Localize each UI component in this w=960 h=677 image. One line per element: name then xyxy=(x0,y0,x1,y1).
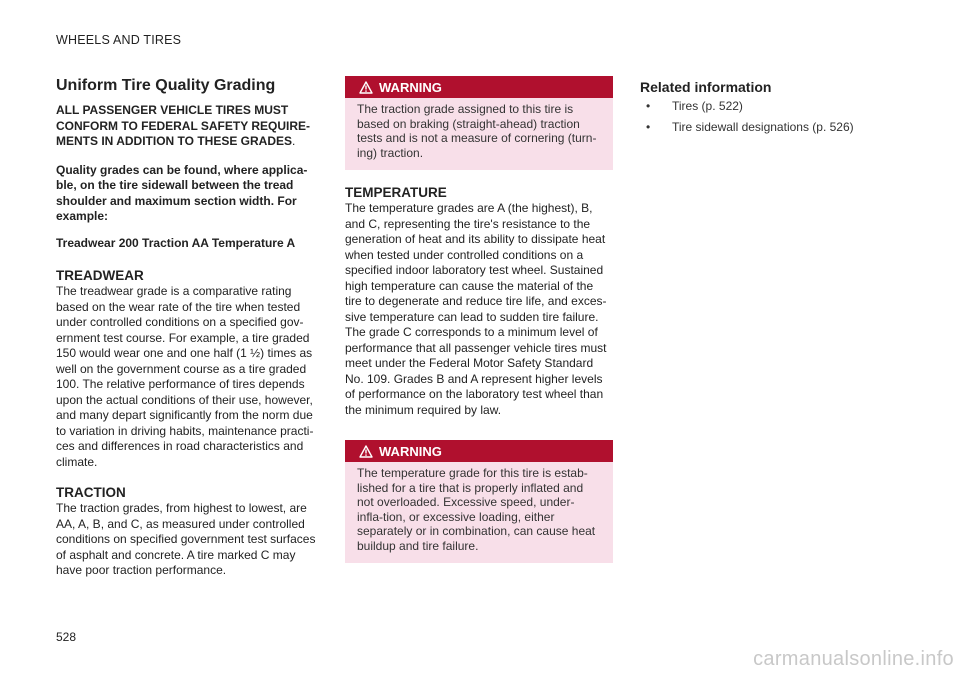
warning-header xyxy=(345,440,613,462)
intro-statement xyxy=(56,103,322,150)
watermark: carmanualsonline.info xyxy=(753,648,954,670)
warning-header xyxy=(345,76,613,98)
warning-text: The temperature grade for this tire is estab-lished for a tire that is properly inflated and not overloaded. Excessive speed, under-infla-tion, or excessive loading, either separately or in combination, can cause heat buildup and tire failure. xyxy=(357,466,596,553)
warning-triangle-icon xyxy=(359,81,373,94)
temperature-text: The temperature grades are A (the highest), B, and C, representing the tire's resistance to the generation of heat and its ability to dissipate heat when tested under controlled conditions on a specified indoor laboratory test wheel. Sustained high temperature can cause the material of the tire to degenerate and reduce tire life, and exces-sive temperature can lead to sudden tire failure. The grade C corresponds to a minimum level of performance that all passenger vehicle tires must meet under the Federal Motor Safety Standard No. 109. Grades B and A represent higher levels of performance on the laboratory test wheel than the minimum required by law. xyxy=(345,201,607,417)
warning-triangle-icon xyxy=(359,445,373,458)
right-column xyxy=(640,79,900,141)
warning-label: WARNING xyxy=(379,79,442,95)
related-link-label: Tire sidewall designations (p. 526) xyxy=(672,120,854,134)
section-header: WHEELS AND TIRES xyxy=(56,33,182,47)
related-info-list xyxy=(640,99,900,135)
related-link-label: Tires (p. 522) xyxy=(672,99,743,113)
traction-warning-box xyxy=(345,76,613,170)
grade-example: Treadwear 200 Traction AA Temperature A xyxy=(56,235,296,250)
traction-heading: TRACTION xyxy=(56,485,126,500)
treadwear-heading: TREADWEAR xyxy=(56,268,144,283)
intro-bold-text: ALL PASSENGER VEHICLE TIRES MUST CONFORM TO FEDERAL SAFETY REQUIRE-MENTS IN ADDITION TO THESE GRADES xyxy=(56,103,311,148)
traction-text: The traction grades, from highest to lowest, are AA, A, B, and C, as measured under controlled conditions on specified government test surfaces of asphalt and concrete. A tire marked C may have poor traction performance. xyxy=(56,501,316,577)
quality-grades-text: Quality grades can be found, where applica-ble, on the tire sidewall between the tread shoulder and maximum section width. For example: xyxy=(56,162,308,223)
middle-column xyxy=(345,76,613,563)
bullet: • xyxy=(646,99,651,113)
temperature-heading: TEMPERATURE xyxy=(345,185,447,200)
warning-text: The traction grade assigned to this tire is based on braking (straight-ahead) traction tests and is not a measure of cornering (turn-ing) traction. xyxy=(357,102,597,160)
intro-period: . xyxy=(292,134,296,148)
page-title: Uniform Tire Quality Grading xyxy=(56,77,276,94)
bullet: • xyxy=(646,120,651,134)
left-column xyxy=(56,76,322,579)
page-number: 528 xyxy=(56,630,77,644)
related-link-tires[interactable] xyxy=(640,99,900,114)
treadwear-text: The treadwear grade is a comparative rating based on the wear rate of the tire when tested under controlled conditions on a specified gov-ernment test course. For example, a tire graded 150 would wear one and one half (1 ½) times as well on the government course as a tire graded 100. The relative performance of tires depends upon the actual conditions of their use, however, and many depart significantly from the norm due to variation in driving habits, maintenance practi-ces and differences in road characteristics and climate. xyxy=(56,284,314,469)
temperature-warning-box xyxy=(345,440,613,563)
related-link-sidewall[interactable] xyxy=(640,120,900,135)
warning-label: WARNING xyxy=(379,443,442,459)
related-info-heading: Related information xyxy=(640,79,772,95)
